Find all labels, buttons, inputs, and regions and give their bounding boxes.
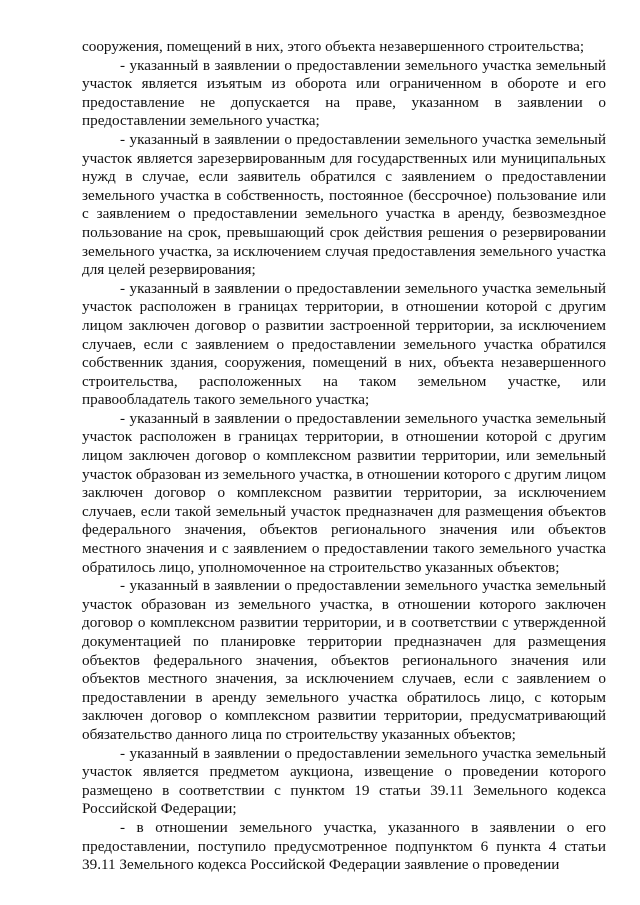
list-item-auction-subject: - указанный в заявлении о предоставлении земельного участка земельный участок является предметом аукциона, извещение о проведении которого размещено в соответствии с пунктом 19 статьи 39.11 Земельного кодекса Российской Федерации; xyxy=(82,744,606,818)
list-item-reserved-land: - указанный в заявлении о предоставлении земельного участка земельный участок является зарезервированным для государственных или муниципальных нужд в случае, если заявитель обратился с заявлением о предоставлении земельного участка в собственность, постоянное (бессрочное) пользование или с заявлением о предоставлении земельного участка в аренду, безвозмездное пользование на срок, превышающий срок действия решения о резервировании земельного участка, за исключением случая предоставления земельного участка для целей резервирования; xyxy=(82,130,606,279)
list-item-auction-application: - в отношении земельного участка, указанного в заявлении о его предоставлении, поступило предусмотренное подпунктом 6 пункта 4 статьи 39.11 Земельного кодекса Российской Федерации заявление о проведении xyxy=(82,818,606,874)
list-item-built-up-territory-contract: - указанный в заявлении о предоставлении земельного участка земельный участок расположен в границах территории, в отношении которой с другим лицом заключен договор о развитии застроенной территории, за исключением случаев, если с заявлением о предоставлении земельного участка обратился собственник здания, сооружения, помещений в них, объекта незавершенного строительства, расположенных на таком земельном участке, или правообладатель такого земельного участка; xyxy=(82,279,606,409)
list-item-withdrawn-from-circulation: - указанный в заявлении о предоставлении земельного участка земельный участок является изъятым из оборота или ограниченном в обороте и его предоставление не допускается на праве, указанном в заявлении о предоставлении земельного участка; xyxy=(82,56,606,130)
list-item-complex-development-contract: - указанный в заявлении о предоставлении земельного участка земельный участок расположен в границах территории, в отношении которой с другим лицом заключен договор о комплексном развитии территории, или земельный участок образован из земельного участка, в отношении которого с другим лицом заключен договор о комплексном развитии территории, за исключением случаев, если такой земельный участок предназначен для размещения объектов федерального значения, объектов регионального значения или объектов местного значения и с заявлением о предоставлении такого земельного участка обратилось лицо, уполномоченное на строительство указанных объектов; xyxy=(82,409,606,576)
paragraph-continuation: сооружения, помещений в них, этого объекта незавершенного строительства; xyxy=(82,38,585,55)
list-item-planning-documentation: - указанный в заявлении о предоставлении земельного участка земельный участок образован из земельного участка, в отношении которого заключен договор о комплексном развитии территории, и в соответствии с утвержденной документацией по планировке территории предназначен для размещения объектов федерального значения, объектов регионального значения или объектов местного значения, за исключением случаев, если с заявлением о предоставлении в аренду земельного участка обратилось лицо, с которым заключен договор о комплексном развитии территории, предусматривающий обязательство данного лица по строительству указанных объектов; xyxy=(82,577,606,743)
